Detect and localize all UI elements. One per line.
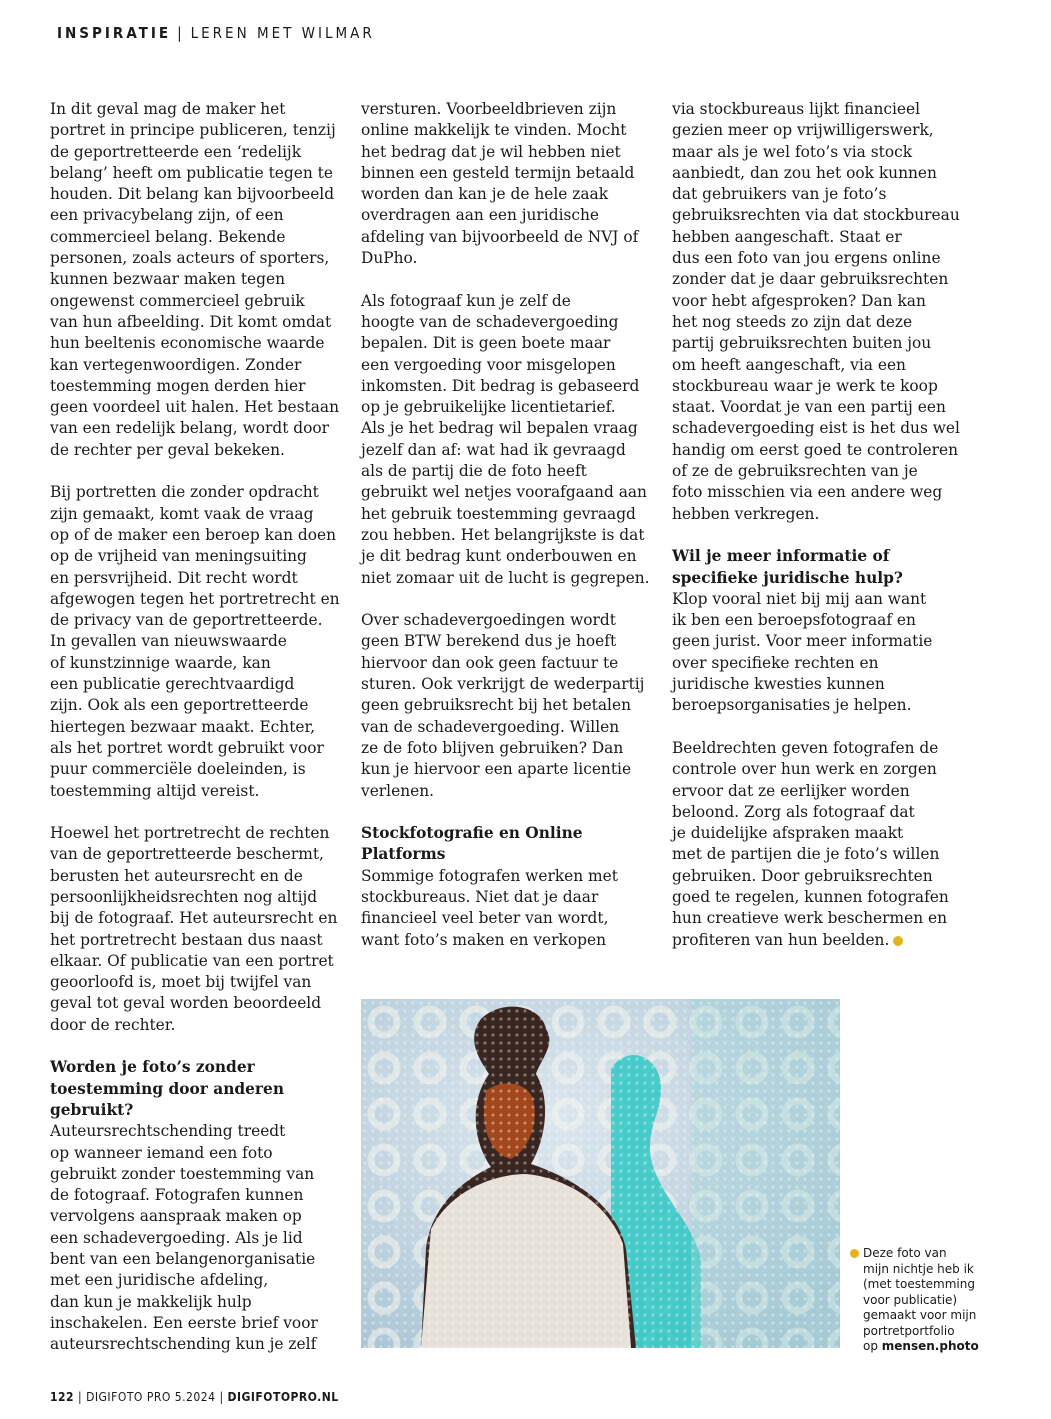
- caption-line: gemaakt voor mijn: [863, 1308, 977, 1322]
- text-line: op de vrijheid van meningsuiting: [50, 547, 307, 566]
- text-line: als het portret wordt gebruikt voor: [50, 738, 324, 757]
- caption-bullet-icon: [850, 1249, 859, 1258]
- page-number: 122: [50, 1390, 75, 1404]
- footer-separator: |: [219, 1390, 224, 1404]
- section-title: INSPIRATIE: [57, 24, 172, 42]
- text-line: door de rechter.: [50, 1015, 176, 1034]
- text-line: handig om eerst goed te controleren: [672, 440, 958, 459]
- text-line: beroepsorganisaties je helpen.: [672, 696, 912, 715]
- text-line: Hoewel het portretrecht de rechten: [50, 824, 330, 843]
- text-line: want foto’s maken en verkopen: [361, 930, 606, 949]
- caption-link-text: mensen.photo: [881, 1339, 979, 1353]
- text-line: partij gebruiksrechten buiten jou: [672, 334, 932, 353]
- paragraph: [361, 866, 661, 951]
- text-line: Als fotograaf kun je zelf de: [361, 291, 571, 310]
- text-line: via stockbureaus lijkt financieel: [672, 100, 921, 118]
- section-subtitle: LEREN MET WILMAR: [190, 24, 375, 42]
- paragraph: [672, 99, 992, 525]
- text-line: personen, zoals acteurs of sporters,: [50, 249, 330, 268]
- text-line: specifieke juridische hulp?: [672, 568, 903, 587]
- text-line: de fotograaf. Fotografen kunnen: [50, 1186, 304, 1205]
- text-line: commercieel belang. Bekende: [50, 227, 286, 246]
- text-line: financieel veel beter van wordt,: [361, 909, 609, 928]
- text-line: kun je hiervoor een aparte licentie: [361, 760, 632, 779]
- text-line: het bedrag dat je wil hebben niet: [361, 142, 621, 161]
- text-line: aanbiedt, dan zou het ook kunnen: [672, 163, 937, 182]
- text-line: afgewogen tegen het portretrecht en: [50, 589, 340, 608]
- text-line: niet zomaar uit de lucht is gegrepen.: [361, 568, 650, 587]
- text-line: Stockfotografie en Online: [361, 824, 583, 843]
- text-line: worden dan kan je de hele zaak: [361, 185, 609, 204]
- paragraph: [50, 99, 350, 461]
- text-line: profiteren van hun beelden.: [672, 930, 890, 949]
- subheading: [672, 546, 992, 589]
- text-line: geen voordeel uit halen. Het bestaan: [50, 398, 339, 417]
- text-line: goed te regelen, kunnen fotografen: [672, 887, 949, 906]
- text-line: en persvrijheid. Dit recht wordt: [50, 568, 298, 587]
- text-line: dat gebruikers van je foto’s: [672, 185, 887, 204]
- caption-line: op: [863, 1339, 882, 1353]
- text-line: houden. Dit belang kan bijvoorbeeld: [50, 185, 335, 204]
- text-line: ervoor dat ze eerlijker worden: [672, 781, 910, 800]
- text-line: een privacybelang zijn, of een: [50, 206, 284, 225]
- text-line: bent van een belangenorganisatie: [50, 1250, 316, 1269]
- text-line: hoogte van de schadevergoeding: [361, 312, 619, 331]
- text-line: je dit bedrag kunt onderbouwen en: [361, 547, 637, 566]
- text-line: bepalen. Dit is geen boete maar: [361, 334, 611, 353]
- text-line: stockbureau waar je werk te koop: [672, 376, 938, 395]
- text-line: de geportretteerde een ‘redelijk: [50, 142, 302, 161]
- text-line: of ze de gebruiksrechten van je: [672, 462, 918, 481]
- text-line: In dit geval mag de maker het: [50, 100, 286, 118]
- text-line: geen BTW berekend dus je hoeft: [361, 632, 617, 651]
- text-line: zou hebben. Het belangrijkste is dat: [361, 525, 645, 544]
- text-line: staat. Voordat je van een partij een: [672, 398, 946, 417]
- text-line: op wanneer iemand een foto: [50, 1143, 273, 1162]
- text-line: gebruikt zonder toestemming van: [50, 1164, 315, 1183]
- paragraph: [50, 482, 350, 801]
- text-line: versturen. Voorbeeldbrieven zijn: [361, 100, 617, 118]
- text-line: binnen een gesteld termijn betaald: [361, 163, 635, 182]
- text-line: kan vertegenwoordigen. Zonder: [50, 355, 302, 374]
- text-line: juridische kwesties kunnen: [672, 675, 885, 694]
- text-line: het portretrecht bestaan dus naast: [50, 930, 323, 949]
- text-line: Als je het bedrag wil bepalen vraag: [361, 419, 638, 438]
- text-line: gebruiksrechten via dat stockbureau: [672, 206, 960, 225]
- text-line: van de geportretteerde beschermt,: [50, 845, 324, 864]
- text-line: ongewenst commercieel gebruik: [50, 291, 305, 310]
- text-line: toestemming mogen derden hier: [50, 376, 306, 395]
- text-line: schadevergoeding eist is het dus wel: [672, 419, 960, 438]
- subheading: [50, 1057, 350, 1121]
- text-line: Over schadevergoedingen wordt: [361, 611, 616, 630]
- footer-separator: |: [77, 1390, 83, 1404]
- caption-line: mijn nichtje heb ik: [863, 1261, 974, 1276]
- subheading: [361, 823, 661, 866]
- text-line: gezien meer op vrijwilligerswerk,: [672, 121, 934, 140]
- text-line: voor hebt afgesproken? Dan kan: [672, 291, 926, 310]
- text-line: als de partij die de foto heeft: [361, 462, 587, 481]
- paragraph: [50, 1121, 350, 1355]
- article-column-3: [672, 99, 992, 972]
- text-line: dus een foto van jou ergens online: [672, 249, 941, 268]
- text-line: portret in principe publiceren, tenzij: [50, 121, 336, 140]
- text-line: de privacy van de geportretteerde.: [50, 611, 323, 630]
- paragraph: [361, 610, 661, 802]
- end-mark-icon: [893, 936, 903, 946]
- text-line: vervolgens aanspraak maken op: [50, 1207, 302, 1226]
- paragraph: [672, 589, 992, 717]
- text-line: DuPho.: [361, 249, 418, 268]
- text-line: kunnen bezwaar maken tegen: [50, 270, 285, 289]
- text-line: controle over hun werk en zorgen: [672, 760, 937, 779]
- text-line: zonder dat je daar gebruiksrechten: [672, 270, 949, 289]
- text-line: hiertegen bezwaar maakt. Echter,: [50, 717, 316, 736]
- text-line: van hun afbeelding. Dit komt omdat: [50, 312, 332, 331]
- caption-line: portretportfolio: [863, 1323, 955, 1338]
- text-line: belang’ heeft om publicatie tegen te: [50, 163, 333, 182]
- text-line: het gebruik toestemming gevraagd: [361, 504, 636, 523]
- text-line: Worden je foto’s zonder: [50, 1058, 255, 1077]
- text-line: het nog steeds zo zijn dat deze: [672, 312, 913, 331]
- text-line: elkaar. Of publicatie van een portret: [50, 951, 334, 970]
- text-line: een schadevergoeding. Als je lid: [50, 1228, 303, 1247]
- caption-line: (met toestemming: [863, 1277, 975, 1291]
- text-line: geval tot geval worden beoordeeld: [50, 994, 322, 1013]
- text-line: berusten het auteursrecht en de: [50, 866, 303, 885]
- text-line: hiervoor dan ook geen factuur te: [361, 653, 619, 672]
- text-line: Sommige fotografen werken met: [361, 866, 618, 885]
- caption-line: voor publicatie): [863, 1292, 958, 1307]
- text-line: hun beeltenis economische waarde: [50, 334, 325, 353]
- text-line: met een juridische afdeling,: [50, 1271, 269, 1290]
- text-line: foto misschien via een andere weg: [672, 483, 943, 502]
- text-line: afdeling van bijvoorbeeld de NVJ of: [361, 227, 639, 246]
- text-line: van een redelijk belang, wordt door: [50, 419, 330, 438]
- text-line: inschakelen. Een eerste brief voor: [50, 1313, 318, 1332]
- text-line: maar als je wel foto’s via stock: [672, 142, 913, 161]
- text-line: Klop vooral niet bij mij aan want: [672, 589, 927, 608]
- text-line: geen gebruiksrecht bij het betalen: [361, 696, 631, 715]
- text-line: zijn gemaakt, komt vaak de vraag: [50, 504, 314, 523]
- magazine-issue: DIGIFOTO PRO 5.2024: [86, 1390, 216, 1404]
- text-line: een vergoeding voor misgelopen: [361, 355, 616, 374]
- text-line: Beeldrechten geven fotografen de: [672, 738, 939, 757]
- text-line: of kunstzinnige waarde, kan: [50, 653, 271, 672]
- text-line: ik ben een beroepsfotograaf en: [672, 611, 916, 630]
- text-line: bij de fotograaf. Het auteursrecht en: [50, 909, 338, 928]
- text-line: gebruikt wel netjes voorafgaand aan: [361, 483, 647, 502]
- text-line: hebben verkregen.: [672, 504, 820, 523]
- text-line: geoorloofd is, moet bij twijfel van: [50, 973, 312, 992]
- website-name: DIGIFOTOPRO.NL: [227, 1390, 339, 1404]
- text-line: gebruiken. Door gebruiksrechten: [672, 866, 933, 885]
- page-header: [57, 24, 375, 42]
- text-line: In gevallen van nieuwswaarde: [50, 632, 287, 651]
- text-line: je duidelijke afspraken maakt: [672, 824, 904, 843]
- text-line: geen jurist. Voor meer informatie: [672, 632, 933, 651]
- text-line: inkomsten. Dit bedrag is gebaseerd: [361, 376, 640, 395]
- photo-caption: [850, 1246, 979, 1355]
- paragraph: [672, 738, 992, 951]
- text-line: gebruikt?: [50, 1100, 134, 1119]
- article-column-1: [50, 99, 350, 1377]
- header-separator: |: [177, 24, 185, 42]
- text-line: op of de maker een beroep kan doen: [50, 525, 337, 544]
- text-line: persoonlijkheidsrechten nog altijd: [50, 887, 318, 906]
- paragraph: [361, 291, 661, 589]
- text-line: Auteursrechtschending treedt: [50, 1122, 286, 1141]
- text-line: stockbureaus. Niet dat je daar: [361, 887, 599, 906]
- text-line: van de schadevergoeding. Willen: [361, 717, 620, 736]
- text-line: online makkelijk te vinden. Mocht: [361, 121, 627, 140]
- text-line: beloond. Zorg als fotograaf dat: [672, 802, 915, 821]
- text-line: auteursrechtschending kun je zelf: [50, 1335, 317, 1354]
- page-footer: [50, 1390, 339, 1404]
- text-line: hun creatieve werk beschermen en: [672, 909, 948, 928]
- text-line: een publicatie gerechtvaardigd: [50, 675, 295, 694]
- text-line: overdragen aan een juridische: [361, 206, 600, 225]
- paragraph: [50, 823, 350, 1036]
- text-line: puur commerciële doeleinden, is: [50, 760, 306, 779]
- text-line: over specifieke rechten en: [672, 653, 879, 672]
- text-line: Bij portretten die zonder opdracht: [50, 483, 319, 502]
- portrait-photo: [361, 999, 840, 1348]
- caption-line: Deze foto van: [863, 1246, 947, 1260]
- text-line: jezelf dan af: wat had ik gevraagd: [361, 440, 626, 459]
- text-line: dan kun je makkelijk hulp: [50, 1292, 252, 1311]
- text-line: zijn. Ook als een geportretteerde: [50, 696, 309, 715]
- text-line: de rechter per geval bekeken.: [50, 440, 285, 459]
- text-line: toestemming door anderen: [50, 1079, 285, 1098]
- text-line: verlenen.: [361, 781, 435, 800]
- text-line: om heeft aangeschaft, via een: [672, 355, 906, 374]
- text-line: op je gebruikelijke licentietarief.: [361, 398, 616, 417]
- text-line: sturen. Ook verkrijgt de wederpartij: [361, 675, 645, 694]
- paragraph: [361, 99, 661, 269]
- text-line: toestemming altijd vereist.: [50, 781, 260, 800]
- article-column-2: [361, 99, 661, 972]
- text-line: Platforms: [361, 845, 446, 864]
- text-line: ze de foto blijven gebruiken? Dan: [361, 738, 624, 757]
- text-line: Wil je meer informatie of: [672, 547, 890, 566]
- text-line: met de partijen die je foto’s willen: [672, 845, 940, 864]
- text-line: hebben aangeschaft. Staat er: [672, 227, 902, 246]
